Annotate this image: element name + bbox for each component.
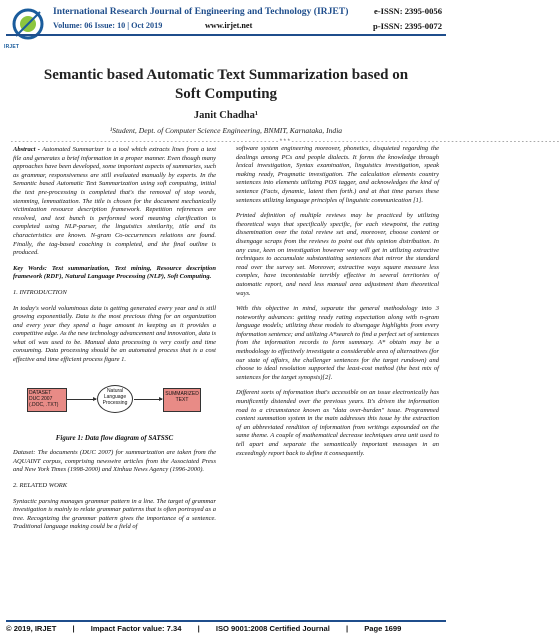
paragraph-nlp: software system engineering moreover, phonetics, disquieted regarding the dealings among PCs and people dialects. It forms the knowledge through lexical investigation, Syntax examination, linguistics investigation, speak making ready, Pragmatic investigation. The calculation elements country sentences into elements utilizing POS tagger, and acknowledges the kind of sentence (Facts, dynamic, latent then forth.) and at that time parses these sentences utilizing language principles of linguistic communication [1]. [236, 145, 439, 204]
journal-header [0, 0, 452, 58]
footer-divider [6, 620, 446, 622]
journal-title: International Research Journal of Engineering and Technology (IRJET) [53, 6, 349, 17]
summarized-text-box: SUMMARIZED TEXT [163, 388, 201, 412]
footer-iso: ISO 9001:2008 Certified Journal [215, 624, 330, 633]
figure-caption: Figure 1: Data flow diagram of SATSSC [55, 433, 174, 442]
left-column [13, 146, 216, 539]
footer-page-number: Page 1699 [364, 624, 402, 633]
footer-divider-1: | [72, 624, 75, 633]
journal-footer [6, 624, 446, 633]
related-work-text: Syntactic parsing manages grammar pattern in a line. The target of grammar investigation is mainly to relate grammar patterns that is often portrayed as a tree. Recognizing the grammar pattern gives the importance of a sentence. Traditional language making could be a field of [13, 497, 216, 531]
introduction-text: In today's world voluminous data is getting generated every year and is still growing exponentially. Data is the most precious thing for an organization and every year they spend a huge amount in keeping as it provides a competitive edge. As the new technology advancement and innovation, data is what oil was used to be. Manual data processing is very costly and time consuming. Data processing should be an automated process that is a cost effective and time efficient process figure 1. [13, 304, 216, 364]
arrow-dataset-to-nlp [66, 399, 96, 400]
data-flow-diagram [13, 372, 216, 430]
author-name: Janit Chadha¹ [193, 110, 259, 121]
p-issn: p-ISSN: 2395-0072 [373, 21, 442, 31]
nlp-box: Natural Language Processing [97, 385, 133, 413]
header-divider [6, 34, 446, 36]
introduction-heading: 1. INTRODUCTION [13, 288, 67, 296]
footer-copyright: © 2019, IRJET [6, 624, 57, 633]
arrow-nlp-to-summary [134, 399, 162, 400]
paper-title: Semantic based Automatic Text Summarization based on Soft Computing [43, 67, 409, 102]
paragraph-reviews: Printed definition of multiple reviews may be practiced by utilizing theoretical ways that specifically specific, for each viewpoint, the rating dissemination over the total review set and, moreover, choose content or disengage scraps from the reviews to point out this opinion distribution. In any case, keen on investigation however way will get in utilizing extractive techniques to accumulate substantiating sentences that mirror the standard read over the survey set. Moreover, extractive ways square measure less complex, have incontestable terribly effective in several territories of automatic report, and need less manual area adjustment than theoretical ways. [236, 212, 439, 297]
logo-text: IRJET [4, 44, 20, 50]
related-work-heading: 2. RELATED WORK [13, 482, 68, 490]
abstract-label: Abstract - [13, 146, 40, 153]
dataset-text: Dataset: The documents (DUC 2007) for summarization are taken from the AQUAINT corpus, comprising newswire articles from the Associated Press and New York Times (1998-2000) and Xinhua News Agency (1996-2000). [13, 449, 216, 474]
footer-divider-2: | [197, 624, 200, 633]
paragraph-information-overload: Different sorts of information that's accessible on an issue electronically has munificently distended over the previous years. It's driven the information road to a circumstance known as "data over-burden" issue. Programmed content summation system in the main addresses this issue by the extraction of an abbreviated rendition of information from writings expounded on the same theme. A couple of mathematical decrease techniques area unit used to tell apart and separate the semantically important messages in an exceedingly report back to define it consequently. [236, 389, 439, 457]
section-separator: ---------------------------------------------------------------------***--------------------------------------------------------------------- [10, 138, 560, 145]
irjet-logo-icon [6, 6, 50, 46]
right-column [236, 145, 439, 465]
journal-website-link[interactable]: www.irjet.net [205, 21, 253, 30]
footer-divider-3: | [345, 624, 349, 633]
author-affiliation: ¹Student, Dept. of Computer Science Engineering, BNMIT, Karnataka, India [109, 126, 343, 135]
dataset-box: DATASET DUC 2007 (.DOC, .TXT) [27, 388, 67, 412]
footer-impact-factor: Impact Factor value: 7.34 [90, 624, 182, 633]
keywords: Key Words: Text summarization, Text mining, Resource description framework (RDF), Natural Language Processing (NLP), Soft Computing. [13, 264, 216, 281]
abstract-text: Automated Summarizer is a tool which extracts lines from a text file and generates a brief information in a proper manner. Even though many approaches have been developed, some important aspects of summaries, such as grammar, responsiveness are still evaluated manually by experts. In the Semantic based Automatic Text Summarization using soft computing, initial the text pre-processing is completed that's the removal of stop words, stemming, lemmatization. The title is chosen for the document mechanically victimization resource description framework. Repetition references are resolved, and text bunch is performed word meaning clarification is completed using NLP-parser, the linguistics similarity, title and its characteristics are known. N-gram Co-occurrences relations are found. Finally, the tag-based coaching is completed, and the final outline is produced. [13, 146, 216, 257]
e-issn: e-ISSN: 2395-0056 [373, 6, 442, 16]
paragraph-methodology: With this objective in mind, separate the general methodology into 3 noteworthy advances: getting ready rating expectation along with n-gram language models; utilizing these models to disengage highlights from every information sentence; and utilizing A*search to find a perfect set of sentences from the information records to form summary. A* obtain may be a methodology to effectively investigate a considerable area of alternatives (for our state of affairs, the challenger sentences for the target rundown) and choose to ideal resolution supported the least-cost method (the best mix of sentences for the target synopsis)[2]. [236, 305, 439, 381]
abstract [13, 146, 216, 258]
volume-issue: Volume: 06 Issue: 10 | Oct 2019 [53, 21, 163, 30]
